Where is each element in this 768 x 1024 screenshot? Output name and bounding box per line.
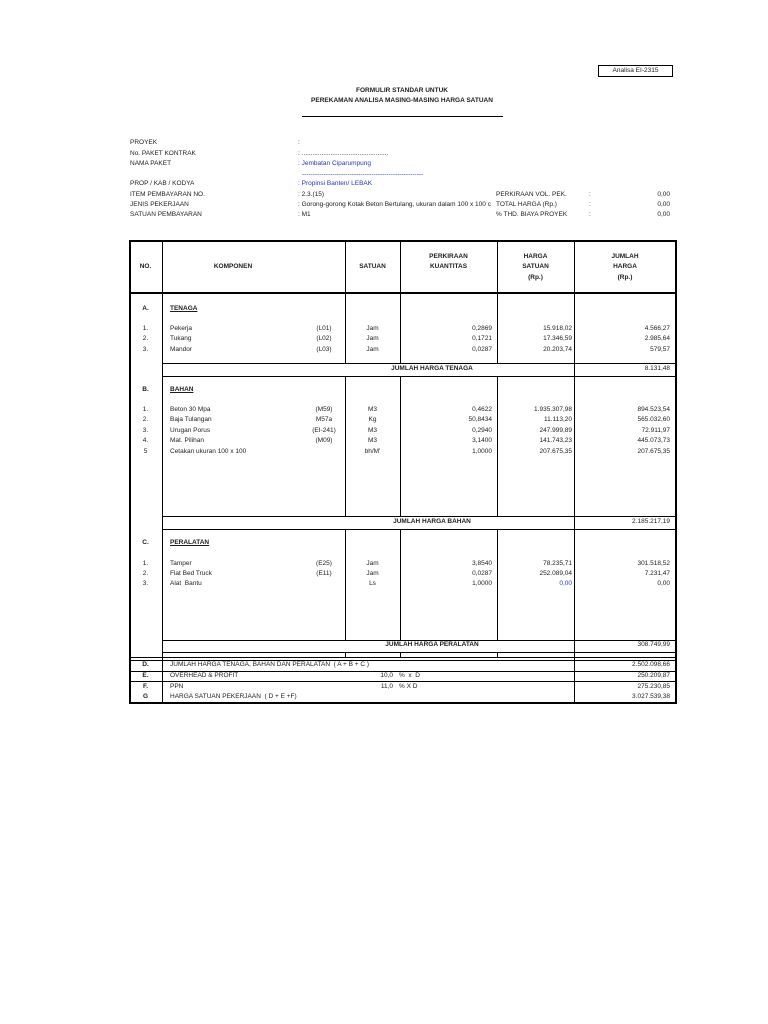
table-row	[0, 325, 768, 333]
component-name: Tamper	[170, 560, 192, 567]
summary-letter: D.	[142, 661, 149, 668]
project-total-separator: :	[589, 211, 591, 218]
summary-label: PPN	[170, 683, 184, 690]
unit: M3	[367, 437, 378, 444]
project-total-label: TOTAL HARGA (Rp.)	[496, 201, 557, 208]
quantity: 0,1721	[472, 335, 492, 342]
row-number: 1.	[142, 325, 149, 332]
component-name: Flat Bed Truck	[170, 570, 212, 577]
row-number: 5	[143, 448, 148, 455]
section-title: PERALATAN	[170, 539, 210, 546]
dashed-separator: --------------------------------------------------------	[302, 171, 424, 178]
subtotal-row-bahan	[0, 518, 768, 526]
info-row-item-pembayaran	[0, 191, 768, 199]
table-row	[0, 437, 768, 445]
info-row-dashes	[0, 171, 768, 179]
row-number: 2.	[142, 570, 149, 577]
component-name: Tukang	[170, 335, 192, 342]
line-total: 445.073,73	[637, 437, 670, 444]
quantity: 0,2940	[472, 427, 492, 434]
unit: Kg	[368, 416, 377, 423]
unit: Jam	[366, 346, 379, 353]
unit: Ls	[369, 580, 376, 587]
table-row	[0, 448, 768, 456]
component-code: (L01)	[316, 325, 332, 332]
table-row	[0, 570, 768, 578]
quantity: 3,1400	[472, 437, 492, 444]
subtotal-value: 8.131,48	[644, 365, 670, 372]
line-total: 4.566,27	[644, 325, 670, 332]
info-value: : M1	[298, 211, 311, 218]
unit-price: 17.346,59	[543, 335, 572, 342]
info-value: : Jembatan Ciparumpung	[298, 160, 371, 167]
project-total-value: 0,00	[657, 201, 670, 208]
summary-rate-unit: % x D	[399, 672, 420, 679]
project-total-separator: :	[589, 191, 591, 198]
table-row	[0, 560, 768, 568]
component-name: Cetakan ukuran 100 x 100	[170, 448, 247, 455]
header-harga-satuan: (Rp.)	[528, 274, 543, 281]
component-name: Baja Tulangan	[170, 416, 212, 423]
line-total: 72.911,97	[641, 427, 670, 434]
unit-price: 11.113,20	[544, 416, 572, 423]
component-name: Mandor	[170, 346, 193, 353]
summary-row-f	[0, 683, 768, 691]
row-number: 3.	[142, 427, 149, 434]
summary-value: 2.502.098,66	[632, 661, 670, 668]
component-name: Pekerja	[170, 325, 193, 332]
form-title-line2: PEREKAMAN ANALISA MASING-MASING HARGA SATUAN	[311, 97, 493, 104]
summary-label: HARGA SATUAN PEKERJAAN ( D + E +F)	[170, 693, 297, 700]
table-border-top	[129, 240, 677, 242]
summary-row-d	[0, 661, 768, 669]
unit-price: 20.203,74	[543, 346, 572, 353]
line-total: 565.032,60	[637, 416, 670, 423]
header-harga-satuan: HARGA	[523, 253, 548, 260]
info-row-jenis-pekerjaan	[0, 201, 768, 209]
summary-value: 3.027.539,38	[632, 693, 670, 700]
summary-value: 275.230,85	[637, 683, 670, 690]
table-row	[0, 427, 768, 435]
info-value: :	[298, 139, 300, 146]
summary-rate: 10,0	[380, 672, 393, 679]
quantity: 3,8540	[472, 560, 492, 567]
unit-price: 141.743,23	[539, 437, 572, 444]
subtotal-rule	[162, 363, 676, 364]
header-harga-satuan: SATUAN	[522, 263, 549, 270]
quantity: 1,0000	[472, 448, 492, 455]
header-kuantitas: KUANTITAS	[429, 263, 468, 270]
subtotal-label: JUMLAH HARGA BAHAN	[393, 518, 471, 525]
component-code: (EI-241)	[312, 427, 336, 434]
unit-price: 0,00	[559, 580, 572, 587]
summary-row-e	[0, 672, 768, 680]
subtotal-label: JUMLAH HARGA PERALATAN	[385, 641, 479, 648]
unit-price: 252.089,04	[539, 570, 572, 577]
component-code: (E25)	[316, 560, 332, 567]
unit: Jam	[366, 335, 379, 342]
line-total: 0,00	[657, 580, 670, 587]
table-row	[0, 346, 768, 354]
summary-letter: G	[142, 693, 149, 700]
column-divider	[345, 242, 346, 363]
info-label: PROP / KAB / KODYA	[130, 180, 195, 187]
line-total: 2.985,64	[644, 335, 670, 342]
component-code: (L02)	[316, 335, 332, 342]
section-heading-peralatan	[0, 539, 768, 547]
row-number: 3.	[142, 346, 149, 353]
summary-letter: E.	[142, 672, 149, 679]
section-letter: A.	[142, 305, 149, 312]
quantity: 0,2869	[472, 325, 492, 332]
subtotal-label: JUMLAH HARGA TENAGA	[391, 365, 473, 372]
info-label: JENIS PEKERJAAN	[130, 201, 189, 208]
row-number: 3.	[142, 580, 149, 587]
info-value: : Propinsi Banten/ LEBAK	[298, 180, 373, 187]
info-value: : 2.3.(15)	[298, 191, 325, 198]
unit: M3	[367, 427, 378, 434]
component-name: Mat. Pilihan	[170, 437, 204, 444]
row-number: 2.	[142, 335, 149, 342]
subtotal-rule	[162, 516, 676, 517]
component-name: Urugan Porus	[170, 427, 211, 434]
subtotal-rule	[162, 652, 676, 653]
info-row-nama-paket	[0, 160, 768, 168]
form-title-line1: FORMULIR STANDAR UNTUK	[356, 87, 448, 94]
subtotal-rule	[162, 529, 676, 530]
quantity: 0,0287	[472, 346, 492, 353]
line-total: 7.231,47	[644, 570, 670, 577]
summary-row-rule	[129, 681, 677, 682]
info-value: : Gorong-gorong Kotak Beton Bertulang, ukuran dalam 100 x 100 c	[298, 201, 491, 208]
component-code: (E11)	[316, 570, 332, 577]
table-header-rule	[129, 292, 677, 294]
info-label: PROYEK	[130, 139, 158, 146]
column-divider	[400, 376, 401, 516]
unit: Jam	[366, 325, 379, 332]
line-total: 207.675,35	[637, 448, 670, 455]
unit-price: 247.999,89	[539, 427, 572, 434]
info-label: No. PAKET KONTRAK	[130, 150, 196, 157]
project-total-value: 0,00	[657, 211, 670, 218]
table-row	[0, 406, 768, 414]
component-code: (L03)	[316, 346, 332, 353]
header-jumlah-harga: HARGA	[613, 263, 637, 270]
info-row-paket-kontrak	[0, 150, 768, 158]
subtotal-rule	[162, 376, 676, 377]
row-number: 1.	[142, 560, 149, 567]
summary-value: 250.209,87	[637, 672, 670, 679]
component-name: Beton 30 Mpa	[170, 406, 211, 413]
unit: Jam	[366, 570, 379, 577]
summary-letter: F.	[142, 683, 149, 690]
section-heading-tenaga	[0, 305, 768, 313]
title-underline	[302, 116, 503, 117]
table-row	[0, 580, 768, 588]
section-letter: C.	[142, 539, 149, 546]
header-jumlah-harga: JUMLAH	[611, 253, 639, 260]
header-satuan: SATUAN	[359, 263, 386, 270]
info-label: SATUAN PEMBAYARAN	[130, 211, 202, 218]
component-code: (M59)	[315, 406, 333, 413]
unit-price: 78.235,71	[543, 560, 572, 567]
row-number: 2.	[142, 416, 149, 423]
info-label: ITEM PEMBAYARAN NO.	[130, 191, 205, 198]
table-row	[0, 416, 768, 424]
quantity: 50,8434	[468, 416, 492, 423]
summary-rate: 11,0	[380, 683, 393, 690]
project-total-separator: :	[589, 201, 591, 208]
subtotal-value: 2.185.217,19	[632, 518, 670, 525]
summary-double-rule	[129, 657, 677, 658]
summary-label: OVERHEAD & PROFIT	[170, 672, 239, 679]
line-total: 301.518,52	[637, 560, 670, 567]
row-number: 4.	[142, 437, 149, 444]
info-row-prop-kab	[0, 180, 768, 188]
quantity: 0,0287	[472, 570, 492, 577]
column-divider	[497, 376, 498, 516]
unit-price: 15.918,02	[543, 325, 572, 332]
header-kuantitas: PERKIRAAN	[429, 253, 468, 260]
summary-row-g	[0, 693, 768, 701]
info-row-proyek	[0, 139, 768, 147]
line-total: 579,57	[650, 346, 670, 353]
form-code-box: Analisa EI-2315	[598, 65, 673, 77]
unit: Jam	[366, 560, 379, 567]
column-divider	[345, 376, 346, 516]
info-row-satuan-pembayaran	[0, 211, 768, 219]
unit: M3	[367, 406, 378, 413]
subtotal-row-peralatan	[0, 641, 768, 649]
section-title: BAHAN	[170, 386, 194, 393]
project-total-label: % THD. BIAYA PROYEK	[496, 211, 568, 218]
header-no: NO.	[139, 263, 152, 270]
quantity: 1,0000	[472, 580, 492, 587]
section-heading-bahan	[0, 386, 768, 394]
quantity: 0,4622	[472, 406, 492, 413]
info-label: NAMA PAKET	[130, 160, 172, 167]
project-total-label: PERKIRAAN VOL. PEK.	[496, 191, 567, 198]
unit-price: 1.935.307,98	[534, 406, 572, 413]
unit-price: 207.675,35	[539, 448, 572, 455]
subtotal-row-tenaga	[0, 365, 768, 373]
unit: bh/M'	[364, 448, 381, 455]
component-code: (M09)	[315, 437, 333, 444]
header-komponen: KOMPONEN	[213, 263, 253, 270]
component-name: Alat Bantu	[170, 580, 202, 587]
row-number: 1.	[142, 406, 149, 413]
section-letter: B.	[142, 386, 149, 393]
summary-label: JUMLAH HARGA TENAGA, BAHAN DAN PERALATAN ( A + B + C )	[170, 661, 370, 668]
table-row	[0, 335, 768, 343]
summary-rate-unit: % X D	[399, 683, 418, 690]
line-total: 894.523,54	[637, 406, 670, 413]
info-value: : ................................................	[298, 150, 389, 157]
subtotal-value: 308.749,99	[637, 641, 670, 648]
table-border-bottom	[129, 702, 677, 704]
header-jumlah-harga: (Rp.)	[617, 274, 633, 281]
component-code: M57a	[315, 416, 333, 423]
project-total-value: 0,00	[657, 191, 670, 198]
section-title: TENAGA	[170, 305, 198, 312]
